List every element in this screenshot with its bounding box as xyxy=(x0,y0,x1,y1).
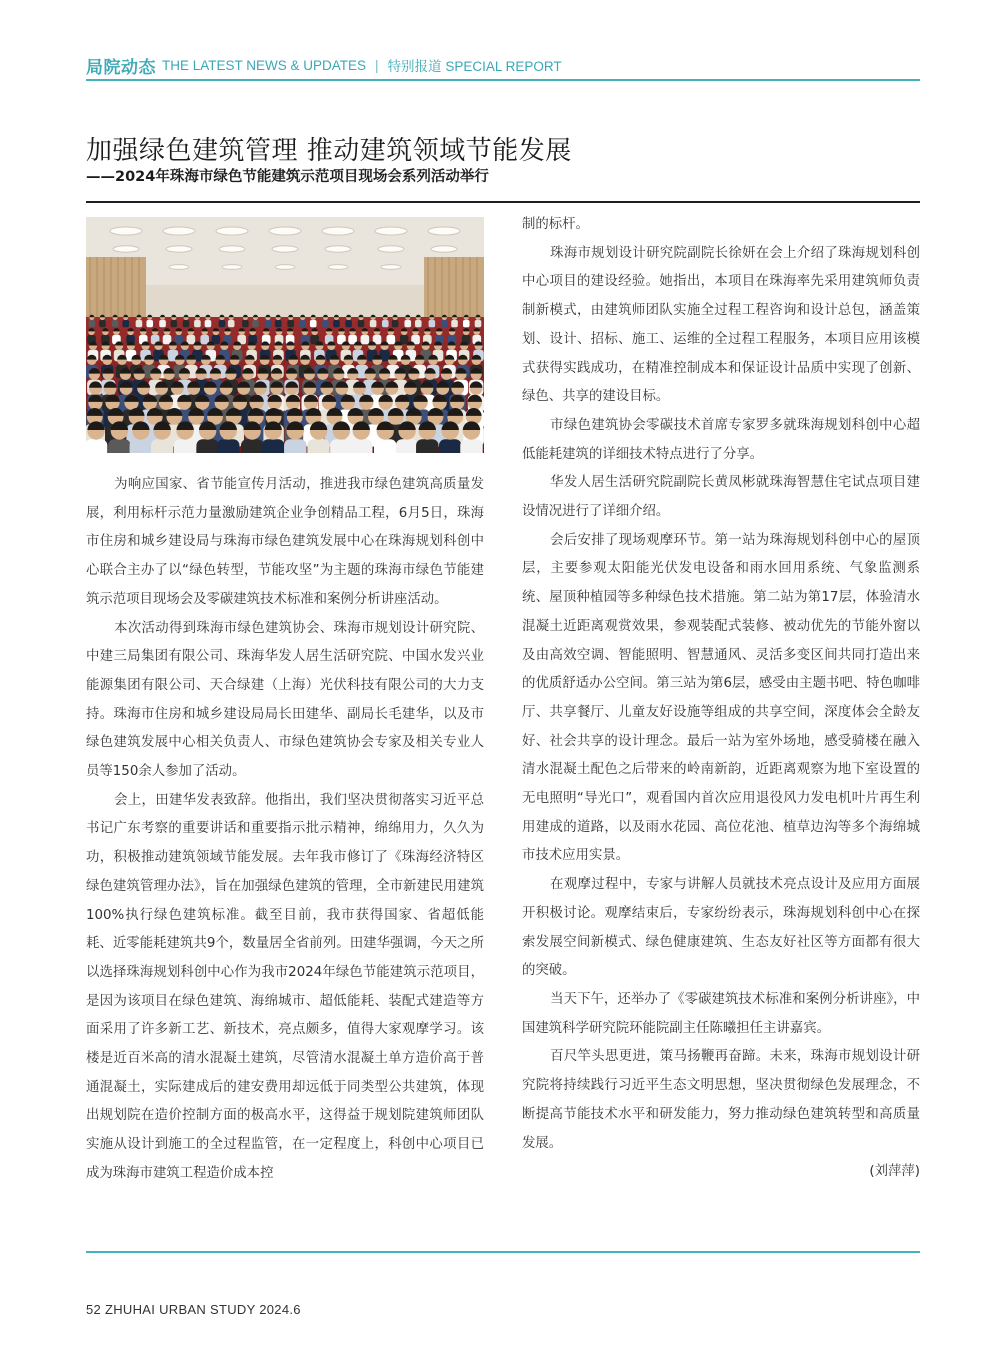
header-divider xyxy=(86,79,920,81)
section-label: 特别报道 SPECIAL REPORT xyxy=(387,59,562,74)
meeting-audience-photo xyxy=(86,217,484,453)
paragraph-continuation: 制的标杆。 xyxy=(522,217,589,232)
section-category: 局院动态 xyxy=(86,57,156,77)
paragraph: 在观摩过程中，专家与讲解人员就技术亮点设计及应用方面展开积极讨论。观摩结束后，专家纷纷表示，珠海规划科创中心在探索发展空间新模式、绿色健康建筑、生态友好社区等方面都有很大的突破。 xyxy=(522,877,920,979)
paragraph: 当天下午，还举办了《零碳建筑技术标准和案例分析讲座》，中国建筑科学研究院环能院副主任陈曦担任主讲嘉宾。 xyxy=(522,991,920,1036)
article-column-left xyxy=(86,471,484,1189)
footer-divider xyxy=(86,1251,920,1253)
article-subtitle: ——2024年珠海市绿色节能建筑示范项目现场会系列活动举行 xyxy=(86,169,489,185)
section-header xyxy=(86,52,920,78)
page-footer: 52 ZHUHAI URBAN STUDY 2024.6 xyxy=(86,1302,301,1317)
paragraph: 会上，田建华发表致辞。他指出，我们坚决贯彻落实习近平总书记广东考察的重要讲话和重要指示批示精神，绵绵用力，久久为功，积极推动建筑领域节能发展。去年我市修订了《珠海经济特区绿色建筑管理办法》，旨在加强绿色建筑的管理，全市新建民用建筑100%执行绿色建筑标准。截至目前，我市获得国家、省超低能耗、近零能耗建筑共9个，数量居全省前列。田建华强调，今天之所以选择珠海规划科创中心作为我市2024年绿色节能建筑示范项目，是因为该项目在绿色建筑、海绵城市、超低能耗、装配式建造等方面采用了许多新工艺、新技术，亮点颇多，值得大家观摩学习。该楼是近百米高的清水混凝土建筑，尽管清水混凝土单方造价高于普通混凝土，实际建成后的建安费用却远低于同类型公共建筑，体现出规划院在造价控制方面的极高水平，这得益于规划院建筑师团队实施从设计到施工的全过程监管，在一定程度上，科创中心项目已成为珠海市建筑工程造价成本控 xyxy=(86,792,484,1181)
paragraph: 华发人居生活研究院副院长黄凤彬就珠海智慧住宅试点项目建设情况进行了详细介绍。 xyxy=(522,475,920,520)
paragraph: 市绿色建筑协会零碳技术首席专家罗多就珠海规划科创中心超低能耗建筑的详细技术特点进行了分享。 xyxy=(522,417,920,462)
section-category-en: THE LATEST NEWS & UPDATES xyxy=(162,57,367,73)
paragraph: 百尺竿头思更进，策马扬鞭再奋蹄。未来，珠海市规划设计研究院将持续践行习近平生态文明思想，坚决贯彻绿色发展理念，不断提高节能技术水平和研发能力，努力推动绿色建筑转型和高质量发展。 xyxy=(522,1049,920,1151)
paragraph: 会后安排了现场观摩环节。第一站为珠海规划科创中心的屋顶层，主要参观太阳能光伏发电设备和雨水回用系统、气象监测系统、屋顶种植园等多种绿色技术措施。第二站为第17层，体验清水混凝土近距离观赏效果，参观装配式装修、被动优先的节能外窗以及由高效空调、智能照明、智慧通风、灵活多变区间共同打造出来的优质舒适办公空间。第三站为第6层，感受由主题书吧、特色咖啡厅、共享餐厅、儿童友好设施等组成的共享空间，深度体会全龄友好、社会共享的设计理念。最后一站为室外场地，感受骑楼在融入清水混凝土配色之后带来的岭南新韵，近距离观察为地下室设置的无电照明“导光口”，观看国内首次应用退役风力发电机叶片再生利用建成的道路，以及雨水花园、高位花池、植草边沟等多个海绵城市技术应用实景。 xyxy=(522,532,920,864)
header-separator: | xyxy=(375,57,379,73)
paragraph: 为响应国家、省节能宣传月活动，推进我市绿色建筑高质量发展，利用标杆示范力量激励建筑企业争创精品工程，6月5日，珠海市住房和城乡建设局与珠海市绿色建筑发展中心在珠海规划科创中心联合主办了以“绿色转型，节能攻坚”为主题的珠海市绿色节能建筑示范项目现场会及零碳建筑技术标准和案例分析讲座活动。 xyxy=(86,477,484,607)
title-divider xyxy=(86,201,920,203)
article-column-right xyxy=(522,211,920,1187)
author-signature: (刘萍萍) xyxy=(869,1164,920,1180)
paragraph: 珠海市规划设计研究院副院长徐妍在会上介绍了珠海规划科创中心项目的建设经验。她指出，本项目在珠海率先采用建筑师负责制新模式，由建筑师团队实施全过程工程咨询和设计总包，涵盖策划、设计、招标、施工、运维的全过程工程服务，本项目应用该模式获得实践成功，在精准控制成本和保证设计品质中实现了创新、绿色、共享的建设目标。 xyxy=(522,245,920,405)
article-title: 加强绿色建筑管理 推动建筑领域节能发展 xyxy=(86,136,572,166)
paragraph: 本次活动得到珠海市绿色建筑协会、珠海市规划设计研究院、中建三局集团有限公司、珠海华发人居生活研究院、中国水发兴业能源集团有限公司、天合绿建（上海）光伏科技有限公司的大力支持。珠海市住房和城乡建设局局长田建华、副局长毛建华，以及市绿色建筑发展中心相关负责人、市绿色建筑协会专家及相关专业人员等150余人参加了活动。 xyxy=(86,620,484,780)
